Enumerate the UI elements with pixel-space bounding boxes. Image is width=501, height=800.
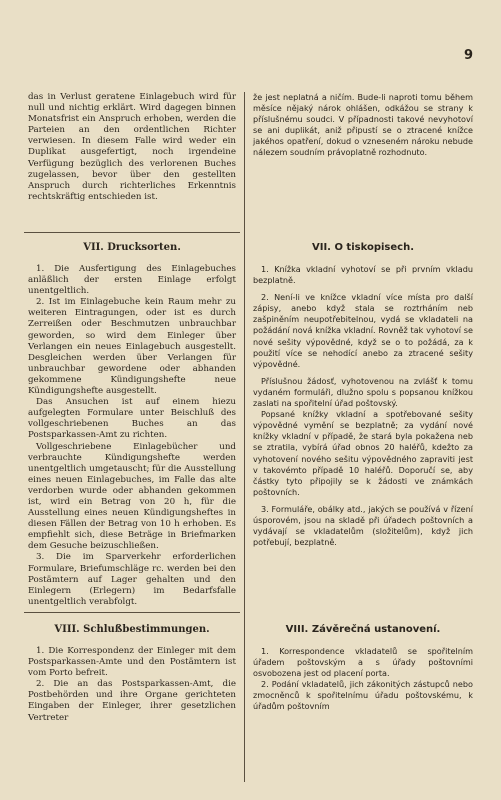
paragraph: 1. Knížka vkladní vyhotoví se při prvním vkladu bezplatně. <box>253 264 473 286</box>
page-number: 9 <box>463 48 473 63</box>
paragraph: 2. Die an das Postsparkassen-Amt, die Postbehörden und ihre Organe gerichteten Eingaben der Einleger, ihrer gesetzlichen Vertreter <box>28 679 236 723</box>
section-divider <box>24 612 240 613</box>
paragraph: Popsané knížky vkladní a spotřebované sešity výpovědné vymění se bezplatně; za vydání nové knížky vkladní v případě, že stará byla pokažena neb se ztratila, vybírá úřad obnos 20 haléřů, kdežto za vyhotovení nového sešitu výpovědného zapraviti jest v takovémto případě 10 haléřů. Doporučí se, aby částky tyto připojily se k žádosti ve známkách poštovních. <box>253 409 473 497</box>
paragraph: že jest neplatná a ničím. Bude-li naproti tomu během měsíce nějaký nárok ohlášen, odkážou se strany k příslušnému soudci. V případnosti takové nevyhotoví se ani duplikát, aniž připustí se o ztracené knížce jakéhos opatření, dokud o vzneseném nároku nebude nálezem soudním právoplatně rozhodnuto. <box>253 92 473 158</box>
paragraph: das in Verlust geratene Einlagebuch wird für null und nichtig erklärt. Wird dagegen binnen Monatsfrist ein Anspruch erhoben, werden die Parteien an den ordentlichen Richter verwiesen. In diesem Falle wird weder ein Duplikat ausgefertigt, noch irgendeine Verfügung bezüglich des verlorenen Buches zugelassen, bevor über den gestellten Anspruch durch richterliches Erkenntnis rechtskräftig entschieden ist. <box>28 92 236 202</box>
column-divider <box>244 92 245 782</box>
paragraph: 2. Není-li ve knížce vkladní více místa pro další zápisy, anebo když stala se roztrháním neb zašpiněním neupotřebitelnou, vydá se vkladateli na požádání nová knížka vkladní. Rovněž tak vyhotoví se nové sešity výpovědné, když se o to požádá, za k použití více se nehodící anebo za ztracené sešity výpovědné. <box>253 292 473 369</box>
paragraph: Příslušnou žádosť, vyhotovenou na zvlášť k tomu vydaném formuláři, dlužno spolu s popsanou knížkou zaslati na spořitelní úřad poštovský. <box>253 375 473 409</box>
german-section-viii <box>28 646 236 724</box>
czech-heading-viii: VIII. Závěrečná ustanovení. <box>285 624 441 635</box>
czech-section-1 <box>253 92 473 159</box>
section-divider <box>24 232 240 233</box>
german-heading-vii: VII. Drucksorten. <box>83 242 181 253</box>
german-section-1 <box>28 92 236 203</box>
german-heading-viii: VIII. Schlußbestimmungen. <box>54 624 210 635</box>
paragraph: 1. Die Korrespondenz der Einleger mit dem Postsparkassen-Amte und den Postämtern ist vom Porto befreit. <box>28 646 236 679</box>
czech-section-viii <box>253 646 473 713</box>
paragraph: 2. Ist im Einlagebuche kein Raum mehr zu weiteren Eintragungen, oder ist es durch Zerreißen oder Beschmutzen unbrauchbar geworden, so wird dem Einleger über Verlangen ein neues Einlagebuch ausgestellt. Desgleichen werden über Verlangen für unbrauchbar gewordene oder abhanden gekommene Kündigungshefte neue Kündigungshefte ausgestellt. <box>28 297 236 397</box>
paragraph: Vollgeschriebene Einlagebücher und verbrauchte Kündigungshefte werden unentgeltlich umgetauscht; für die Ausstellung eines neuen Einlagebuches, im Falle das alte verdorben wurde oder abhanden gekommen ist, wird ein Betrag von 20 h, für die Ausstellung eines neuen Kündigungsheftes in diesen Fällen der Betrag von 10 h erhoben. Es empfiehlt sich, diese Beträge in Briefmarken dem Gesuche beizuschließen. <box>28 441 236 552</box>
czech-section-vii <box>253 264 473 548</box>
paragraph: 1. Korrespondence vkladatelů se spořitelním úřadem poštovským a s úřady poštovními osvobozena jest od placení porta. <box>253 646 473 679</box>
paragraph: 2. Podání vkladatelů, jich zákonitých zástupců nebo zmocněnců k spořitelnímu úřadu poštovskému, k úřadům poštovním <box>253 679 473 712</box>
czech-heading-vii: VII. O tiskopisech. <box>311 242 415 253</box>
paragraph: 1. Die Ausfertigung des Einlagebuches anläßlich der ersten Einlage erfolgt unentgeltlich. <box>28 264 236 297</box>
paragraph: 3. Formuláře, obálky atd., jakých se používá v řízení úsporovém, jsou na skladě při úřadech poštovních a vydávají se vkladatelům (složitelům), když jich potřebují, bezplatně. <box>253 503 473 548</box>
paragraph: 3. Die im Sparverkehr erforderlichen Formulare, Briefumschläge rc. werden bei den Postämtern auf Lager gehalten und den Einlegern (Erlegern) im Bedarfsfalle unentgeltlich verabfolgt. <box>28 552 236 607</box>
paragraph: Das Ansuchen ist auf einem hiezu aufgelegten Formulare unter Beischluß des vollgeschriebenen Buches an das Postsparkassen-Amt zu richten. <box>28 397 236 441</box>
german-section-vii <box>28 264 236 608</box>
